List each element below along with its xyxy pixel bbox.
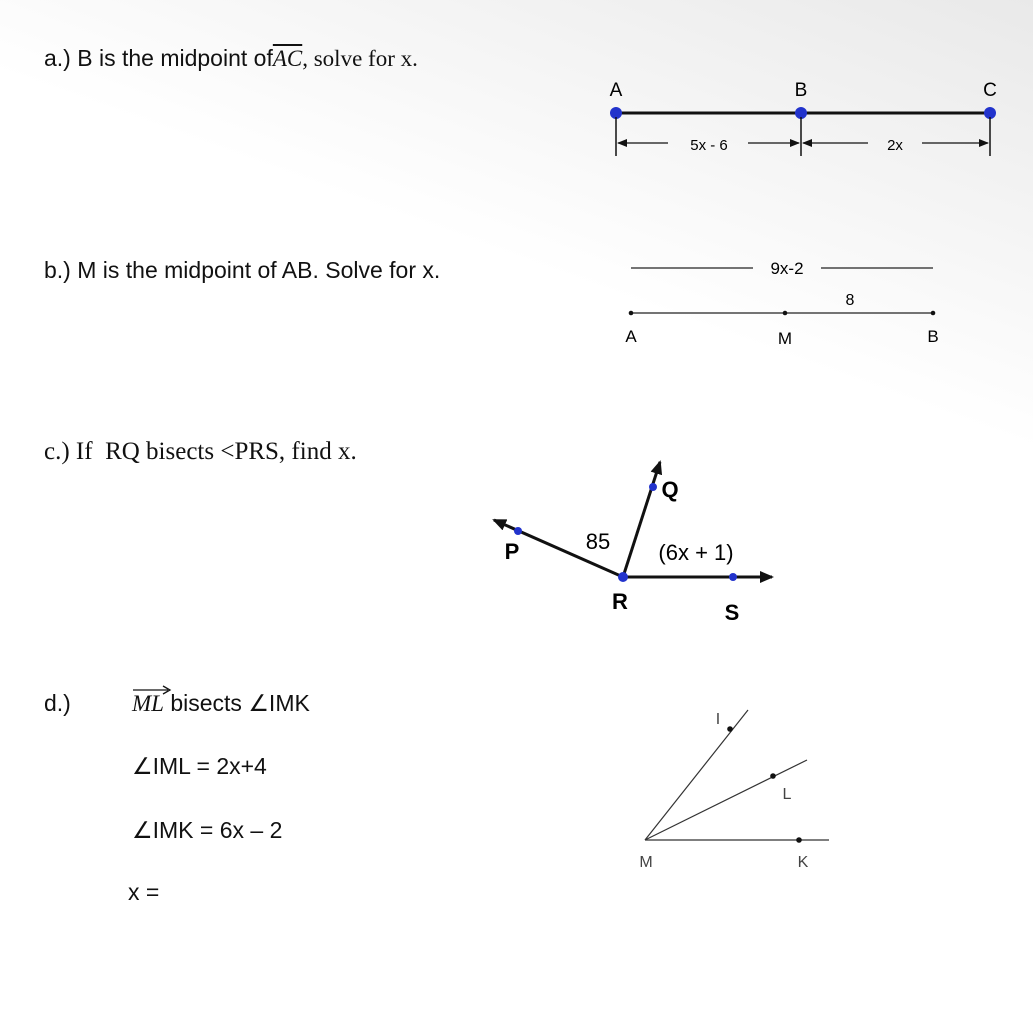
- problem-d-label: d.): [44, 690, 71, 716]
- problem-c-label: c.): [44, 438, 70, 465]
- segment-ac: $\overline{AC}$: [272, 46, 303, 71]
- point-s: [729, 573, 737, 581]
- ray-rq: [623, 462, 660, 577]
- problem-a-diagram: [600, 70, 1010, 170]
- equation-iml: ∠IML = 2x+4: [132, 753, 267, 779]
- label-b: B: [927, 327, 939, 346]
- problem-c-prompt: [44, 438, 357, 466]
- point-q: [649, 483, 657, 491]
- point-r: [618, 572, 628, 582]
- problem-a-text: B is the midpoint of: [77, 45, 273, 71]
- angle-qrs-label: (6x + 1): [658, 540, 734, 565]
- problem-d-statement: [132, 690, 310, 717]
- problem-b-label: b.): [44, 257, 71, 283]
- label-l: L: [782, 786, 792, 803]
- problem-b-prompt: [44, 257, 440, 284]
- length-whole: 9x-2: [770, 259, 804, 278]
- label-m: M: [639, 854, 653, 871]
- point-p: [514, 527, 522, 535]
- point-m: [783, 311, 788, 316]
- label-p: P: [504, 539, 520, 564]
- label-a: A: [625, 327, 637, 346]
- label-r: R: [612, 589, 628, 614]
- point-l: [770, 773, 776, 779]
- length-left: 5x - 6: [690, 137, 728, 154]
- point-a: [629, 311, 634, 316]
- label-m: M: [777, 329, 793, 348]
- ray-ml: ML: [132, 691, 164, 717]
- label-s: S: [724, 600, 740, 625]
- label-i: I: [715, 711, 721, 728]
- problem-a-text-end: , solve for x.: [302, 46, 418, 71]
- length-part: 8: [845, 292, 855, 309]
- problem-c-text: If RQ bisects <PRS, find x.: [75, 438, 357, 465]
- problem-b-diagram: [615, 250, 955, 360]
- label-k: K: [797, 854, 809, 871]
- angle-prq-label: 85: [585, 529, 611, 554]
- equation-imk: ∠IMK = 6x – 2: [132, 817, 283, 843]
- problem-c-diagram: [480, 450, 790, 630]
- point-k: [796, 837, 802, 843]
- problem-d-diagram: [625, 695, 845, 890]
- label-b: B: [794, 80, 808, 101]
- problem-a-label: a.): [44, 45, 71, 71]
- label-q: Q: [661, 477, 679, 502]
- label-c: C: [983, 80, 997, 101]
- point-b: [931, 311, 936, 316]
- point-i: [727, 726, 733, 732]
- problem-b-text: M is the midpoint of AB. Solve for x.: [77, 257, 441, 283]
- ray-arrow-icon: [132, 685, 172, 695]
- answer-blank: x =: [128, 879, 160, 905]
- bisects-text: bisects ∠IMK: [170, 690, 310, 716]
- label-a: A: [609, 80, 623, 101]
- problem-a-prompt: [44, 45, 418, 72]
- length-right: 2x: [887, 137, 903, 154]
